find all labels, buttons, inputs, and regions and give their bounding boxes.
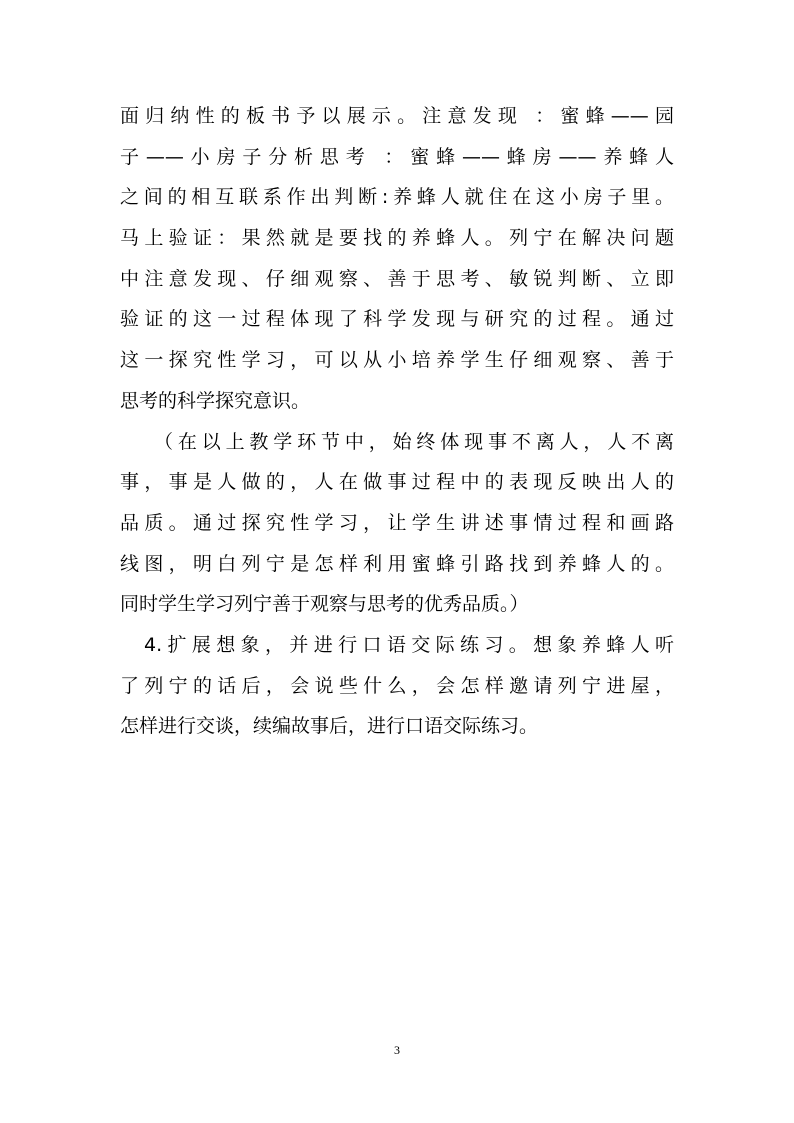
text-line: 思考的科学探究意识。 xyxy=(120,389,311,412)
text-line: 子——小房子分析思考 ：蜜蜂——蜂房——养蜂人 xyxy=(120,145,674,168)
text-line: 验证的这一过程体现了科学发现与研究的过程。通过 xyxy=(120,308,674,331)
document-body xyxy=(120,96,674,747)
text-line: 品质。通过探究性学习，让学生讲述事情过程和画路 xyxy=(120,511,674,534)
text-line: 事，事是人做的，人在做事过程中的表现反映出人的 xyxy=(120,471,674,494)
text-line: 面归纳性的板书予以展示。注意发现 ：蜜蜂——园 xyxy=(120,105,674,127)
text-line: 马上验证：果然就是要找的养蜂人。列宁在解决问题 xyxy=(120,227,674,250)
text-line: 线图，明白列宁是怎样利用蜜蜂引路找到养蜂人的。 xyxy=(120,552,674,575)
page-number: 3 xyxy=(394,1043,400,1057)
text-line: 这一探究性学习，可以从小培养学生仔细观察、善于 xyxy=(120,349,674,372)
text-line: 同时学生学习列宁善于观察与思考的优秀品质。） xyxy=(120,593,529,616)
text-line: 之间的相互联系作出判断:养蜂人就住在这小房子里。 xyxy=(120,186,674,209)
text-line: 中注意发现、仔细观察、善于思考、敏锐判断、立即 xyxy=(120,267,674,290)
text-line: （在以上教学环节中，始终体现事不离人，人不离 xyxy=(154,430,674,453)
text-line: 了列宁的话后，会说些什么，会怎样邀请列宁进屋， xyxy=(120,674,674,697)
text-line: 怎样进行交谈，续编故事后，进行口语交际练习。 xyxy=(120,715,539,738)
text-line: 4.扩展想象，并进行口语交际练习。想象养蜂人听 xyxy=(144,633,674,656)
